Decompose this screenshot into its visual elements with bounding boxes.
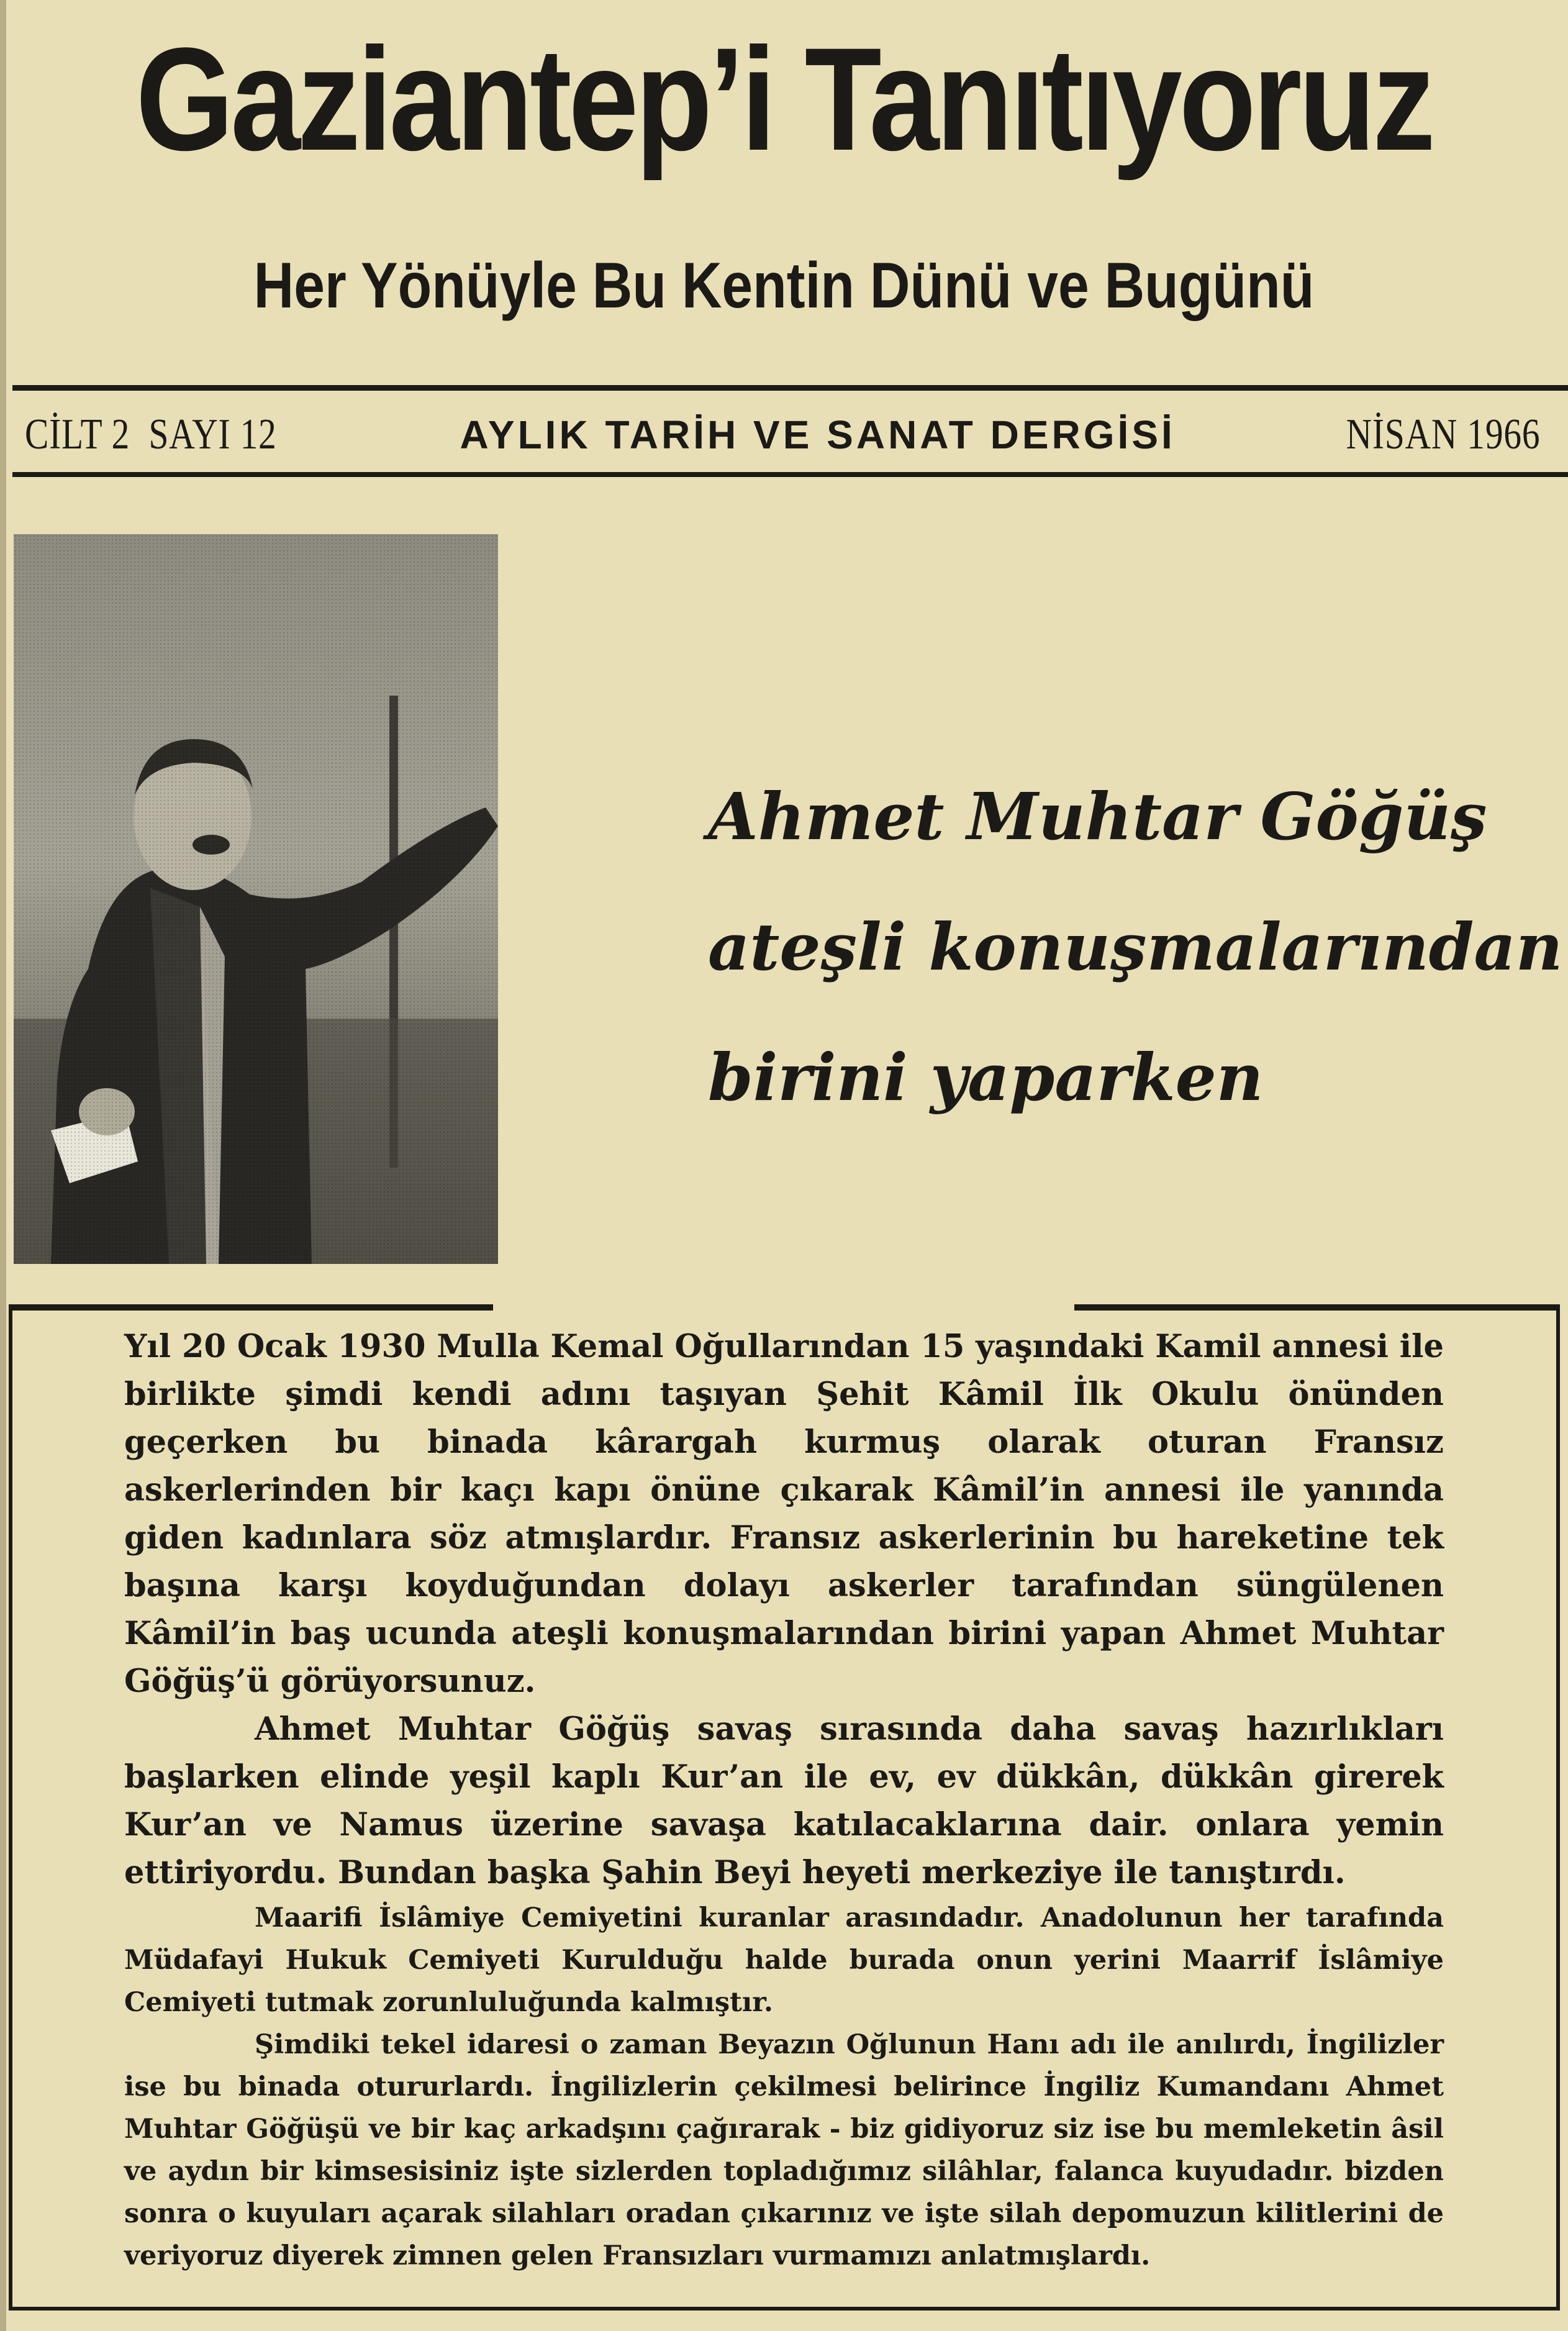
header-rule-bottom xyxy=(12,472,1568,477)
caption-line-3: birini yaparken xyxy=(708,1039,1264,1116)
issue-info-bar xyxy=(25,404,1540,466)
binding-edge xyxy=(0,0,6,2331)
article-paragraph-3: Maarifi İslâmiye Cemiyetini kuranlar arasındadır. Anadolunun her tarafında Müdafayi Hukuk Cemiyeti Kurulduğu halde burada onun yerini Maarrif İslâmiye Cemiyeti tutmak zorunluluğunda kalmıştır. xyxy=(124,1902,1444,2018)
article-top-rule-right xyxy=(1074,1304,1560,1311)
volume-issue xyxy=(25,410,277,460)
masthead-title: Gaziantep’i Tanıtıyoruz xyxy=(135,17,1433,181)
caption-line-1: Ahmet Muhtar Göğüş xyxy=(708,778,1487,855)
article-body xyxy=(124,1323,1444,2277)
article-paragraph-2: Ahmet Muhtar Göğüş savaş sırasında daha savaş hazırlıkları başlarken elinde yeşil kaplı Kur’an ile ev, ev dükkân, dükkân girerek Kur’an ve Namus üzerine savaşa katılacaklarına dair. onlara yemin ettiriyordu. Bundan başka Şahin Beyi heyeti merkeziye ile tanıştırdı. xyxy=(124,1711,1444,1891)
article-paragraph-1: Yıl 20 Ocak 1930 Mulla Kemal Oğullarından 15 yaşındaki Kamil annesi ile birlikte şimdi kendi adını taşıyan Şehit Kâmil İlk Okulu önünden geçerken bu binada kârargah kurmuş olarak oturan Fransız askerlerinden bir kaçı kapı önüne çıkarak Kâmil’in annesi ile yanında giden kadınlara söz atmışlardır. Fransız askerlerinin bu hareketine tek başına karşı koyduğundan dolayı askerler tarafından süngülenen Kâmil’in baş ucunda ateşli konuşmalarından birini yapan Ahmet Muhtar Göğüş’ü görüyorsunuz. xyxy=(124,1328,1444,1700)
article-top-rule-left xyxy=(9,1304,493,1311)
volume-label: CİLT 2 xyxy=(25,411,130,458)
magazine-description: AYLIK TARİH VE SANAT DERGİSİ xyxy=(460,412,1176,457)
issue-number: SAYI 12 xyxy=(148,411,277,458)
issue-date: NİSAN 1966 xyxy=(1346,411,1540,458)
article-paragraph-4: Şimdiki tekel idaresi o zaman Beyazın Oğlunun Hanı adı ile anılırdı, İngilizler ise bu binada otururlardı. İngilizlerin çekilmesi belirince İngiliz Kumandanı Ahmet Muhtar Göğüşü ve bir kaç arkadşını çağırarak - biz gidiyoruz siz ise bu memleketin âsil ve aydın bir kimsesisiniz işte sizlerden topladığımız silâhlar, falanca kuyudadır. bizden sonra o kuyuları açarak silahları oradan çıkarınız ve işte silah depomuzun kilitlerini de veriyoruz diyerek zimnen gelen Fransızları vurmamızı anlatmışlardı. xyxy=(124,2029,1444,2271)
speaker-photo xyxy=(14,534,498,1264)
photo-caption xyxy=(708,752,1563,1143)
photo-illustration xyxy=(14,534,498,1264)
masthead-subtitle: Her Yönüyle Bu Kentin Dünü ve Bugünü xyxy=(253,250,1315,322)
header-rule-top xyxy=(12,385,1568,391)
caption-line-2: ateşli konuşmalarından xyxy=(708,909,1563,985)
